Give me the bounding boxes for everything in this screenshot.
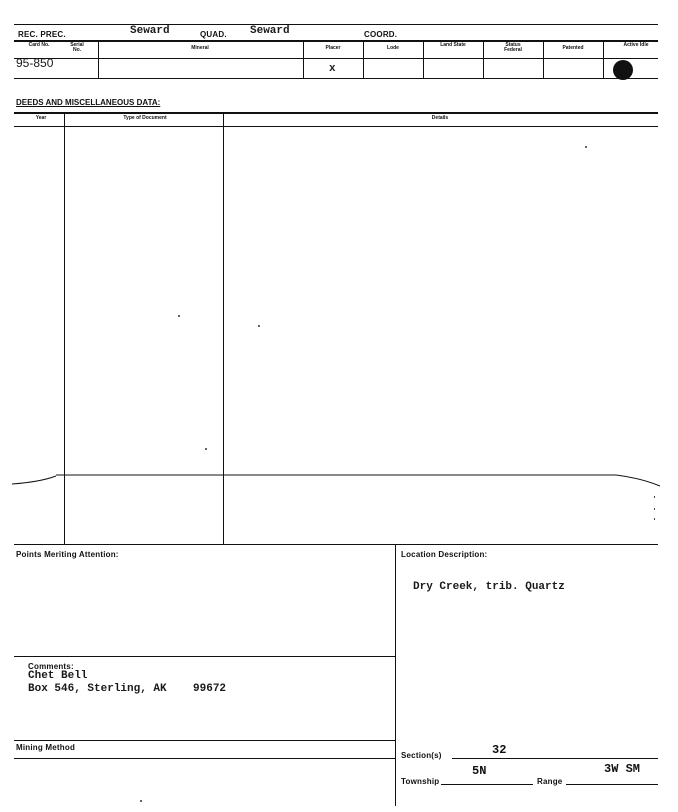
col-patented: Patented: [562, 45, 584, 51]
record-row-bottom-rule: [14, 78, 658, 79]
township-underline: [441, 784, 533, 785]
section-value: 32: [492, 743, 507, 757]
col-card-no: Card No.: [28, 42, 50, 48]
col-lode: Lode: [387, 45, 399, 51]
deeds-col-details: Details: [431, 115, 449, 121]
speck: [258, 325, 260, 327]
coord-label: COORD.: [364, 30, 398, 39]
section-underline: [452, 758, 658, 759]
rec-prec-label: REC. PREC.: [18, 30, 66, 39]
mining-top-rule: [14, 740, 395, 741]
card-no-value: 95-850: [16, 56, 54, 70]
quad-value: Seward: [250, 25, 290, 37]
col-divider-land: [423, 40, 424, 78]
col-status-federal: Status Federal: [504, 42, 522, 53]
col-divider-status: [483, 40, 484, 78]
col-divider-patented: [543, 40, 544, 78]
points-meriting-label: Points Meriting Attention:: [16, 550, 119, 559]
speck: [178, 315, 180, 317]
comments-line-1: Chet Bell: [28, 670, 88, 682]
mining-method-label: Mining Method: [16, 743, 76, 752]
township-label: Township: [401, 777, 440, 786]
fold-line: [0, 468, 678, 492]
deeds-top-rule: [14, 112, 658, 114]
column-header-top-rule: [14, 40, 658, 42]
lower-section-divider: [395, 544, 396, 806]
speck: [654, 518, 655, 520]
col-divider-serial: [98, 40, 99, 78]
rec-prec-value: Seward: [130, 25, 170, 37]
col-mineral: Mineral: [191, 45, 209, 51]
header-top-rule: [14, 24, 658, 25]
range-label: Range: [537, 777, 563, 786]
deeds-col-year: Year: [35, 115, 47, 121]
speck: [205, 448, 207, 450]
deeds-col-type: Type of Document: [123, 115, 167, 121]
col-divider-active: [603, 40, 604, 78]
deeds-header-rule: [14, 126, 658, 127]
col-serial-no: Serial No.: [70, 42, 84, 53]
col-land-state: Land State: [440, 42, 466, 48]
mining-bottom-rule: [14, 758, 395, 759]
lower-section-top-rule: [14, 544, 658, 545]
location-description-value: Dry Creek, trib. Quartz: [413, 581, 565, 593]
col-active-idle: Active Idle: [623, 42, 649, 48]
comments-top-rule: [14, 656, 395, 657]
township-value: 5N: [472, 764, 487, 778]
comments-line-2: Box 546, Sterling, AK 99672: [28, 683, 227, 695]
location-description-label: Location Description:: [401, 550, 488, 559]
active-status-dot: [613, 60, 633, 80]
col-divider-placer: [303, 40, 304, 78]
col-divider-lode: [363, 40, 364, 78]
speck: [654, 508, 655, 510]
section-label: Section(s): [401, 751, 442, 760]
speck: [140, 800, 142, 802]
column-header-bottom-rule: [14, 58, 658, 59]
range-underline: [566, 784, 658, 785]
deeds-heading: DEEDS AND MISCELLANEOUS DATA:: [16, 98, 161, 107]
col-placer: Placer: [325, 45, 341, 51]
speck: [585, 146, 587, 148]
quad-label: QUAD.: [200, 30, 227, 39]
comments-label: Comments:: [28, 662, 74, 671]
range-value: 3W SM: [604, 762, 641, 776]
speck: [654, 496, 655, 498]
placer-mark: x: [329, 63, 336, 75]
